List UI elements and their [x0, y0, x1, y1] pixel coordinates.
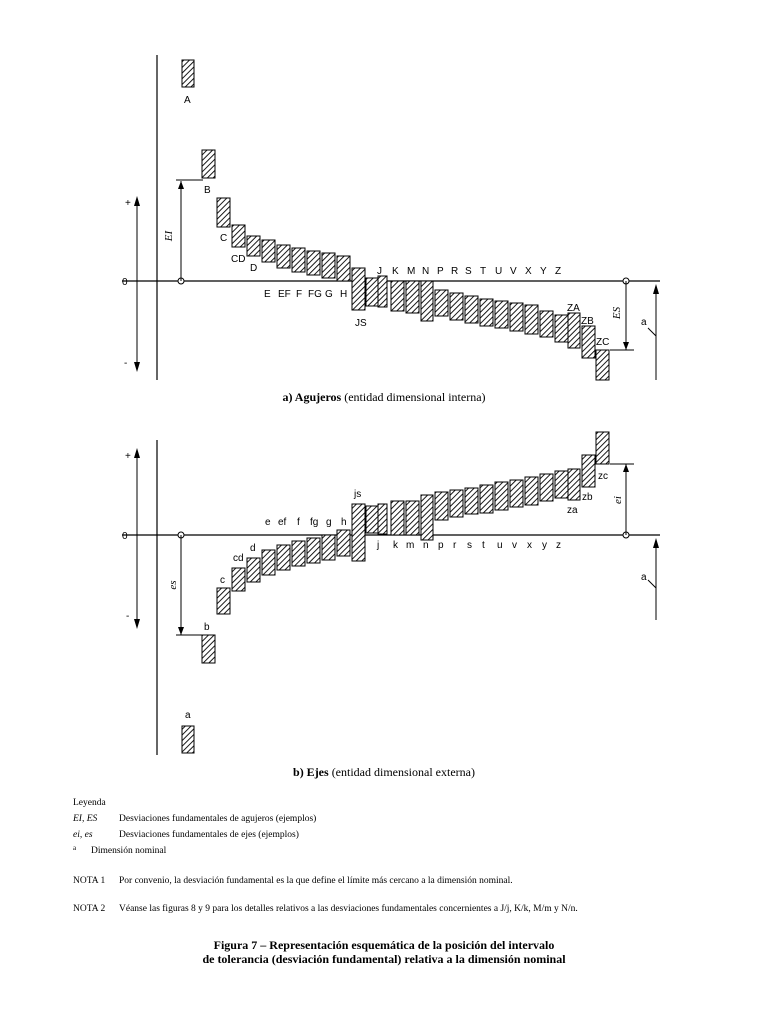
shafts-caption-bold: b) Ejes	[293, 765, 329, 779]
label-A: A	[184, 95, 191, 106]
label-j: j	[377, 540, 380, 551]
label-js: js	[354, 489, 362, 500]
es-holes-label: ES	[611, 306, 623, 320]
holes-nominal-leader	[648, 328, 656, 336]
bar-Z	[555, 315, 568, 342]
bar-k	[391, 501, 404, 535]
figure-title	[0, 938, 768, 966]
bar-X	[525, 305, 538, 334]
label-X: X	[525, 266, 532, 277]
note-item	[73, 876, 723, 890]
legend-key: ei, es	[73, 830, 93, 840]
bar-M	[406, 281, 419, 313]
shafts-letters-below	[376, 540, 561, 551]
bar-T	[480, 299, 493, 326]
label-a: a	[185, 710, 191, 721]
holes-letters-below	[264, 289, 347, 300]
bar-s	[465, 488, 478, 514]
label-e: e	[265, 517, 271, 528]
arrow-up-icon	[653, 538, 659, 548]
bar-d	[247, 558, 260, 582]
bar-y	[540, 474, 553, 501]
label-z: z	[556, 540, 561, 551]
bar-J2	[378, 276, 387, 307]
shafts-letters-above	[265, 517, 347, 528]
label-ZA: ZA	[567, 303, 580, 314]
bar-S	[465, 296, 478, 323]
label-JS: JS	[355, 318, 367, 329]
holes-nominal-marker: a	[641, 317, 647, 328]
holes-diagram	[122, 55, 660, 404]
label-h: h	[341, 517, 347, 528]
label-b: b	[204, 622, 210, 633]
bar-CD	[232, 225, 245, 247]
bar-r	[450, 490, 463, 517]
label-ef: ef	[278, 517, 287, 528]
bar-ef	[277, 545, 290, 570]
legend-row	[73, 812, 713, 828]
label-t: t	[482, 540, 485, 551]
label-cd: cd	[233, 553, 244, 564]
bar-j1	[366, 506, 378, 533]
label-d: d	[250, 543, 256, 554]
label-G: G	[325, 289, 333, 300]
shafts-minus-label: -	[126, 611, 130, 622]
label-H: H	[340, 289, 348, 300]
note-item	[73, 904, 723, 918]
arrow-up-icon	[178, 181, 184, 189]
label-s: s	[467, 540, 472, 551]
arrow-up-icon	[623, 464, 629, 472]
arrow-down-icon	[134, 362, 140, 372]
legend-value: Dimensión nominal	[91, 846, 167, 856]
bar-V	[510, 303, 523, 331]
legend-title-row	[73, 796, 713, 812]
label-M: M	[407, 266, 416, 277]
bar-ZB	[582, 326, 595, 358]
bar-n	[421, 495, 433, 540]
label-FG: FG	[308, 289, 322, 300]
shafts-plus-label: +	[125, 451, 131, 462]
bar-J1	[366, 278, 378, 306]
note-label: NOTA 2	[73, 904, 106, 914]
ei-holes-label: EI	[163, 230, 175, 242]
bar-za	[568, 469, 580, 500]
label-E: E	[264, 289, 271, 300]
label-fg: fg	[310, 517, 319, 528]
label-ZB: ZB	[581, 316, 594, 327]
label-f: f	[297, 517, 300, 528]
bar-cd	[232, 568, 245, 591]
figure-title-line: Figura 7 – Representación esquemática de la posición del intervalo	[213, 938, 555, 952]
label-CD: CD	[231, 254, 246, 265]
label-B: B	[204, 185, 211, 196]
arrow-up-icon	[134, 448, 140, 458]
label-r: r	[453, 540, 457, 551]
label-m: m	[406, 540, 415, 551]
label-V: V	[510, 266, 517, 277]
label-R: R	[451, 266, 459, 277]
bar-Y	[540, 311, 553, 337]
label-U: U	[495, 266, 503, 277]
label-F: F	[296, 289, 303, 300]
shafts-diagram	[122, 432, 660, 779]
bar-t	[480, 485, 493, 513]
arrow-down-icon	[623, 342, 629, 350]
holes-minus-label: -	[124, 358, 128, 369]
bar-N	[421, 281, 433, 321]
label-zb: zb	[582, 492, 593, 503]
legend-value: Desviaciones fundamentales de agujeros (ejemplos)	[119, 814, 317, 824]
bar-H	[337, 256, 350, 281]
bar-B	[202, 150, 215, 178]
bar-v	[510, 480, 523, 507]
label-C: C	[220, 233, 228, 244]
label-c: c	[220, 575, 225, 586]
bar-G	[322, 253, 335, 278]
label-N: N	[422, 266, 430, 277]
note-text: Por convenio, la desviación fundamental es la que define el límite más cercano a la dimensión nominal.	[119, 876, 513, 886]
legend-row	[73, 828, 713, 844]
bar-ZC	[596, 350, 609, 380]
label-S: S	[465, 266, 472, 277]
label-Z: Z	[555, 266, 562, 277]
bar-b	[202, 635, 215, 663]
holes-plus-label: +	[125, 198, 131, 209]
bar-FG	[307, 251, 320, 275]
legend	[73, 796, 713, 860]
shafts-nominal-marker: a	[641, 572, 647, 583]
holes-caption-bold: a) Agujeros	[282, 390, 342, 404]
holes-bars	[182, 60, 609, 380]
shafts-zero-label: 0	[122, 531, 128, 542]
holes-letters-above	[377, 266, 561, 277]
bar-h	[337, 530, 350, 556]
bar-j2	[378, 504, 387, 534]
legend-title: Leyenda	[73, 798, 106, 808]
bar-K	[391, 281, 404, 311]
bar-EF	[277, 245, 290, 268]
shafts-bars	[182, 432, 609, 753]
bar-e	[262, 550, 275, 575]
label-zc: zc	[598, 471, 608, 482]
bar-P	[435, 290, 448, 316]
es-shafts-label: es	[167, 580, 179, 590]
bar-A	[182, 60, 194, 87]
label-za: za	[567, 505, 578, 516]
legend-row	[73, 844, 713, 860]
label-v: v	[512, 540, 517, 551]
holes-caption-rest: (entidad dimensional interna)	[344, 390, 486, 404]
legend-key: a	[73, 844, 77, 852]
legend-key: EI, ES	[73, 814, 98, 824]
bar-C	[217, 198, 230, 227]
bar-x	[525, 477, 538, 505]
bar-js	[352, 504, 365, 561]
shafts-caption-rest: (entidad dimensional externa)	[331, 765, 475, 779]
bar-zb	[582, 455, 595, 487]
notes	[73, 876, 723, 932]
label-EF: EF	[278, 289, 291, 300]
bar-a	[182, 726, 194, 753]
figure-title-line: de tolerancia (desviación fundamental) relativa a la dimensión nominal	[202, 952, 566, 966]
label-y: y	[542, 540, 547, 551]
label-Y: Y	[540, 266, 547, 277]
bar-u	[495, 482, 508, 510]
bar-F	[292, 248, 305, 272]
label-u: u	[497, 540, 503, 551]
bar-D	[247, 236, 260, 256]
bar-m	[406, 501, 419, 535]
label-D: D	[250, 263, 258, 274]
label-P: P	[437, 266, 444, 277]
bar-z	[555, 471, 568, 498]
shafts-caption	[293, 765, 475, 779]
legend-value: Desviaciones fundamentales de ejes (ejemplos)	[119, 830, 299, 840]
arrow-down-icon	[178, 627, 184, 635]
bar-f	[292, 541, 305, 566]
label-n: n	[423, 540, 429, 551]
label-g: g	[326, 517, 332, 528]
arrow-up-icon	[134, 196, 140, 206]
label-T: T	[480, 266, 487, 277]
bar-R	[450, 293, 463, 320]
note-text: Véanse las figuras 8 y 9 para los detalles relativos a las desviaciones fundamentales concernientes a J/j, K/k, M/m y N/n.	[119, 904, 578, 914]
bar-JS	[352, 268, 365, 310]
holes-zero-label: 0	[122, 277, 128, 288]
label-k: k	[393, 540, 398, 551]
shafts-nominal-leader	[648, 580, 656, 588]
label-K: K	[392, 266, 399, 277]
holes-caption	[282, 390, 485, 404]
arrow-down-icon	[134, 619, 140, 629]
bar-c	[217, 588, 230, 614]
bar-E	[262, 240, 275, 262]
label-ZC: ZC	[596, 337, 610, 348]
label-x: x	[527, 540, 532, 551]
bar-p	[435, 492, 448, 520]
bar-zc	[596, 432, 609, 464]
arrow-up-icon	[653, 284, 659, 294]
bar-g	[322, 535, 335, 560]
label-J: J	[377, 266, 382, 277]
bar-U	[495, 301, 508, 328]
note-label: NOTA 1	[73, 876, 106, 886]
bar-ZA	[568, 313, 580, 348]
label-p: p	[438, 540, 444, 551]
ei-shafts-label: ei	[612, 496, 624, 504]
bar-fg	[307, 538, 320, 563]
